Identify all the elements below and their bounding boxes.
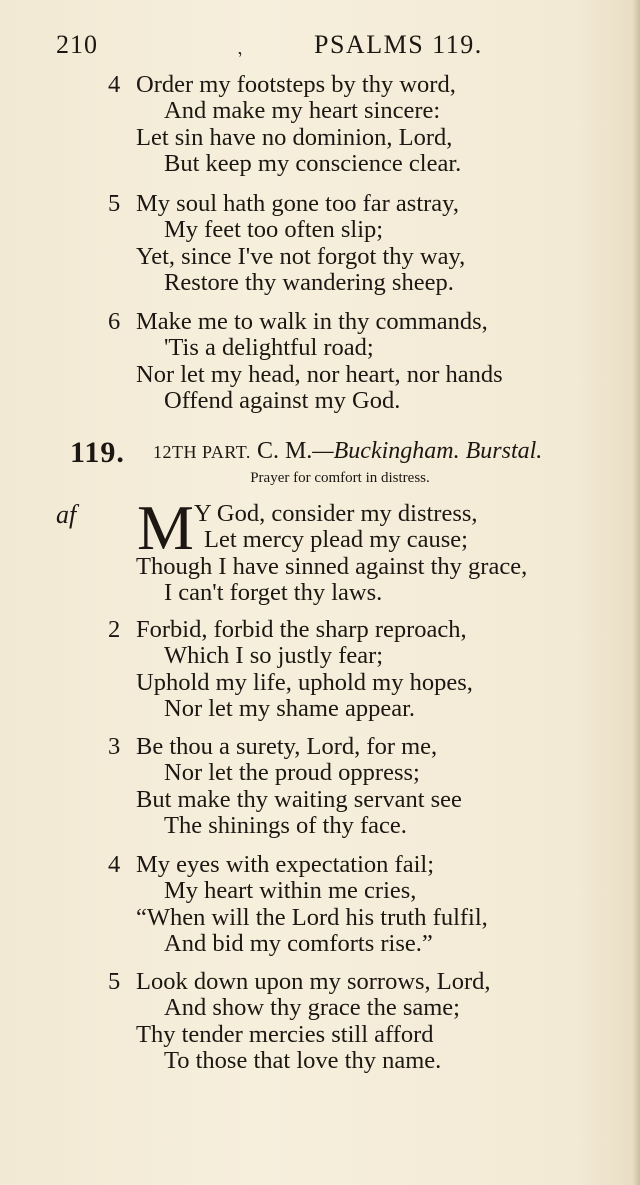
verse-line: Yet, since I've not forgot thy way, bbox=[136, 242, 466, 270]
verse-line: 'Tis a delightful road; bbox=[164, 334, 374, 362]
verse-line: Nor let the proud oppress; bbox=[164, 759, 420, 787]
verse-line: The shinings of thy face. bbox=[164, 812, 407, 840]
hymn-meter: C. M. bbox=[256, 438, 313, 464]
stanza-5-b bbox=[108, 969, 628, 1075]
stanza-number: 3 bbox=[108, 733, 121, 760]
verse-line: To those that love thy name. bbox=[164, 1047, 442, 1075]
running-head: PSALMS 119. bbox=[314, 30, 483, 59]
hymn-part: 12TH PART. bbox=[153, 442, 251, 462]
stanza-6 bbox=[108, 309, 628, 415]
verse-line: Restore thy wandering sheep. bbox=[164, 269, 454, 297]
stanza-5 bbox=[108, 191, 628, 297]
stanza-number: 2 bbox=[108, 616, 121, 643]
stanza-4-b bbox=[108, 852, 628, 958]
margin-annotation: af bbox=[56, 500, 77, 529]
verse-line: And bid my comforts rise.” bbox=[164, 930, 433, 958]
verse-line: Be thou a surety, Lord, for me, bbox=[136, 733, 438, 760]
drop-capital: M bbox=[137, 492, 194, 563]
verse-line: Look down upon my sorrows, Lord, bbox=[136, 968, 491, 995]
hymn-heading bbox=[70, 436, 630, 470]
verse-line: Nor let my shame appear. bbox=[164, 695, 416, 723]
verse-line: Order my footsteps by thy word, bbox=[136, 71, 456, 98]
verse-line: Though I have sinned against thy grace, bbox=[136, 552, 528, 580]
page-number: 210 bbox=[56, 30, 98, 59]
verse-line: Offend against my God. bbox=[164, 387, 401, 415]
stanza-2 bbox=[108, 617, 628, 723]
verse-line: Thy tender mercies still afford bbox=[136, 1020, 434, 1048]
verse-line: Uphold my life, uphold my hopes, bbox=[136, 668, 473, 696]
verse-line: My soul hath gone too far astray, bbox=[136, 190, 459, 217]
verse-line: But make thy waiting servant see bbox=[136, 785, 462, 813]
hymn-subtitle: Prayer for comfort in distress. bbox=[250, 470, 430, 486]
verse-line: I can't forget thy laws. bbox=[164, 579, 383, 607]
verse-line: My eyes with expectation fail; bbox=[136, 851, 434, 878]
verse-line: Make me to walk in thy commands, bbox=[136, 308, 488, 335]
hymn-meta bbox=[153, 438, 542, 465]
verse-line: Let sin have no dominion, Lord, bbox=[136, 123, 453, 151]
stanza-3 bbox=[108, 734, 628, 840]
verse-line: And show thy grace the same; bbox=[164, 994, 460, 1022]
stanza-1 bbox=[136, 501, 640, 607]
verse-line: But keep my conscience clear. bbox=[164, 150, 462, 178]
stanza-number: 4 bbox=[108, 71, 121, 98]
stanza-number: 6 bbox=[108, 308, 121, 335]
verse-line: Forbid, forbid the sharp reproach, bbox=[136, 616, 467, 643]
hymn-number: 119. bbox=[70, 436, 125, 469]
verse-line: And make my heart sincere: bbox=[164, 97, 441, 125]
printer-mark: , bbox=[232, 37, 244, 59]
stanza-number: 5 bbox=[108, 190, 121, 217]
stanza-number: 4 bbox=[108, 851, 121, 878]
verse-line: Y God, consider my distress, bbox=[194, 500, 478, 527]
stanza-number: 5 bbox=[108, 968, 121, 995]
verse-line: Nor let my head, nor heart, nor hands bbox=[136, 360, 503, 388]
verse-line: Which I so justly fear; bbox=[164, 642, 384, 670]
verse-line: My heart within me cries, bbox=[164, 877, 417, 905]
stanza-4 bbox=[108, 72, 628, 178]
hymn-tunes: —Buckingham. Burstal. bbox=[312, 438, 543, 464]
verse-line: Let mercy plead my cause; bbox=[204, 526, 468, 554]
verse-line: “When will the Lord his truth fulfil, bbox=[136, 903, 488, 931]
page-header bbox=[56, 30, 616, 64]
verse-line: My feet too often slip; bbox=[164, 216, 384, 244]
